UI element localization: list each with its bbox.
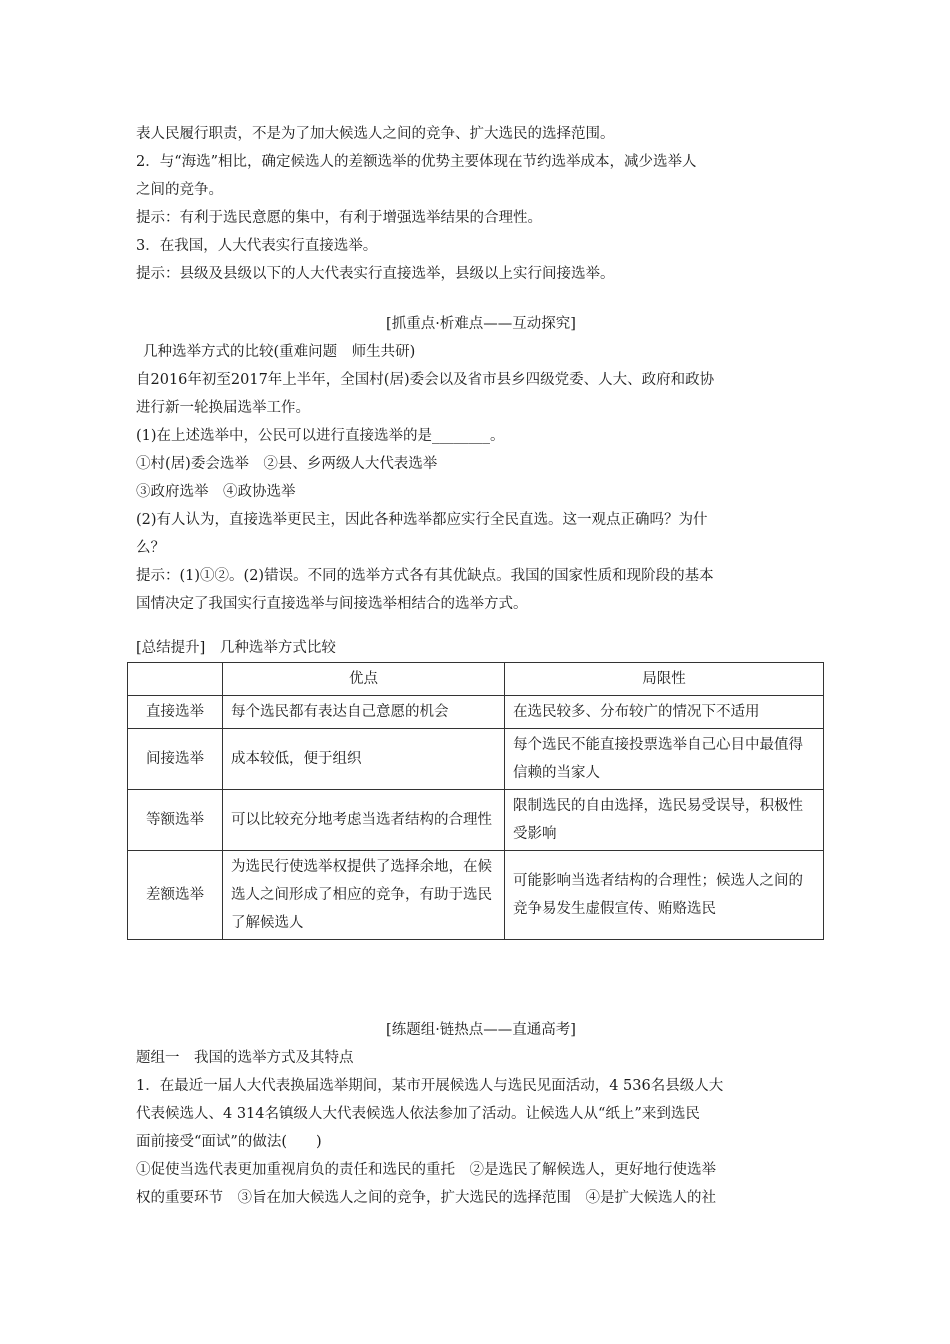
text-line: 2．与“海选”相比，确定候选人的差额选举的优势主要体现在节约选举成本，减少选举人	[136, 154, 697, 170]
text-line: 面前接受“面试”的做法( )	[136, 1134, 322, 1150]
text-line: 之间的竞争。	[136, 182, 223, 198]
question-line: (1)在上述选举中，公民可以进行直接选举的是________。	[136, 428, 505, 444]
hint-line: 提示：有利于选民意愿的集中，有利于增强选举结果的合理性。	[136, 210, 542, 226]
row-name: 差额选举	[128, 851, 223, 940]
group-title: 题组一 我国的选举方式及其特点	[136, 1050, 354, 1066]
table-row	[128, 729, 824, 790]
table-row	[128, 790, 824, 851]
option-line: 权的重要环节 ③旨在加大候选人之间的竞争，扩大选民的选择范围 ④是扩大候选人的社	[136, 1190, 716, 1206]
text-line: 进行新一轮换届选举工作。	[136, 400, 310, 416]
option-line: ③政府选举 ④政协选举	[136, 484, 296, 500]
table-header-cell	[128, 663, 223, 696]
option-line: ①村(居)委会选举 ②县、乡两级人大代表选举	[136, 456, 438, 472]
section-explore	[136, 310, 826, 618]
text-line: 自2016年初至2017年上半年，全国村(居)委会以及省市县乡四级党委、人大、政府和政协	[136, 372, 715, 388]
hint-line: 国情决定了我国实行直接选举与间接选举相结合的选举方式。	[136, 596, 528, 612]
cons-cell: 在选民较多、分布较广的情况下不适用	[505, 696, 824, 729]
cons-cell: 可能影响当选者结构的合理性；候选人之间的竞争易发生虚假宣传、贿赂选民	[505, 851, 824, 940]
text-line: 1．在最近一届人大代表换届选举期间，某市开展候选人与选民见面活动，4 536名县级人大	[136, 1078, 724, 1094]
pros-cell: 为选民行使选举权提供了选择余地，在候选人之间形成了相应的竞争，有助于选民了解候选人	[223, 851, 505, 940]
summary-title: [总结提升] 几种选举方式比较	[136, 640, 336, 656]
table-header-cell: 局限性	[505, 663, 824, 696]
document-page	[136, 120, 826, 1212]
pros-cell: 可以比较充分地考虑当选者结构的合理性	[223, 790, 505, 851]
cons-cell: 每个选民不能直接投票选举自己心目中最值得信赖的当家人	[505, 729, 824, 790]
section-heading: [抓重点·析难点——互动探究]	[386, 316, 576, 332]
section-practice	[136, 1016, 826, 1212]
hint-line: 提示：(1)①②。(2)错误。不同的选举方式各有其优缺点。我国的国家性质和现阶段的基本	[136, 568, 714, 584]
table-row	[128, 696, 824, 729]
option-line: ①促使当选代表更加重视肩负的责任和选民的重托 ②是选民了解候选人，更好地行使选举	[136, 1162, 716, 1178]
text-line: 3．在我国，人大代表实行直接选举。	[136, 238, 378, 254]
summary-block	[136, 634, 826, 940]
row-name: 等额选举	[128, 790, 223, 851]
table-header-row	[128, 663, 824, 696]
text-line: 表人民履行职责，不是为了加大候选人之间的竞争、扩大选民的选择范围。	[136, 126, 615, 142]
pros-cell: 每个选民都有表达自己意愿的机会	[223, 696, 505, 729]
hint-line: 提示：县级及县级以下的人大代表实行直接选举，县级以上实行间接选举。	[136, 266, 615, 282]
topic-title: 几种选举方式的比较(重难问题 师生共研)	[143, 344, 416, 360]
comparison-table	[127, 662, 824, 940]
section-heading: [练题组·链热点——直通高考]	[386, 1022, 576, 1038]
cons-cell: 限制选民的自由选择，选民易受误导，积极性受影响	[505, 790, 824, 851]
question-line: 么？	[136, 540, 165, 556]
table-row	[128, 851, 824, 940]
question-line: (2)有人认为，直接选举更民主，因此各种选举都应实行全民直选。这一观点正确吗？为什	[136, 512, 708, 528]
row-name: 间接选举	[128, 729, 223, 790]
table-header-cell: 优点	[223, 663, 505, 696]
intro-block	[136, 120, 826, 288]
pros-cell: 成本较低，便于组织	[223, 729, 505, 790]
row-name: 直接选举	[128, 696, 223, 729]
text-line: 代表候选人、4 314名镇级人大代表候选人依法参加了活动。让候选人从“纸上”来到选民	[136, 1106, 700, 1122]
